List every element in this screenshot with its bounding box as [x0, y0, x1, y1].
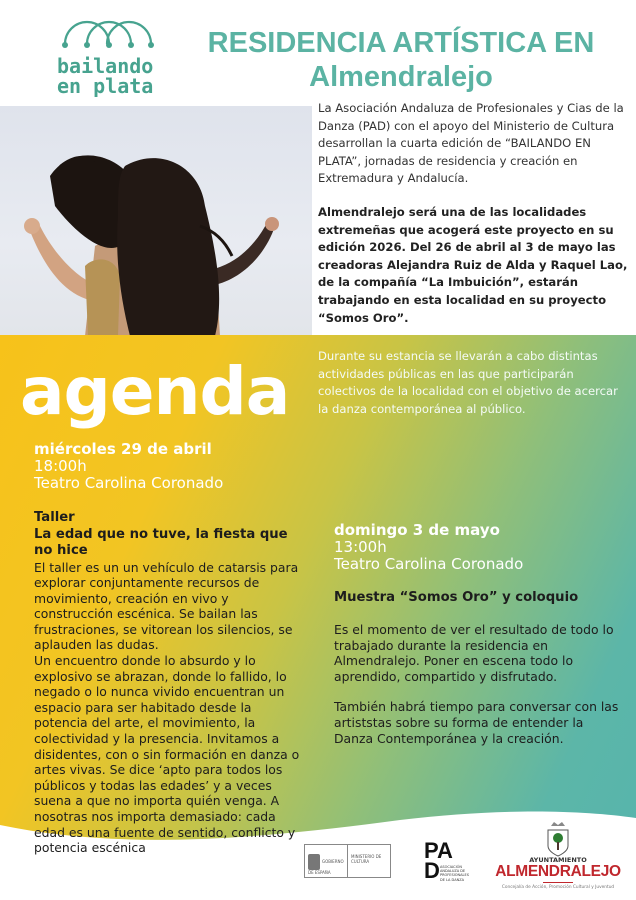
intro-paragraph-1: La Asociación Andaluza de Profesionales y Cias de la Danza (PAD) con el apoyo del Ministerio de Cultura desarrollan la cuarta edición de “BAILANDO EN PLATA”, jornadas de residencia y creación en Extremadura y Andalucía. [318, 101, 624, 186]
event-1-type: Taller [34, 510, 75, 525]
logo-text [57, 56, 153, 96]
divider [543, 882, 573, 883]
event-2-venue: Teatro Carolina Coronado [334, 555, 524, 573]
arches-dots-icon [57, 16, 157, 52]
intro-text [318, 100, 630, 343]
ayuntamiento-almendralejo-logo [488, 822, 628, 892]
event-2-header [334, 522, 523, 573]
gobierno-label: GOBIERNO DE ESPAÑA [308, 859, 344, 875]
agenda-heading: agenda [20, 353, 290, 430]
event-1-description-2: Un encuentro donde lo absurdo y lo explosivo se abrazan, donde lo fallido, lo negado o lo nunca vivido encuentran un espacio para ser habitado desde la potencia del arte, el movimiento, la colectividad y la presencia. Invitamos a disidentes, con o sin formación en danza o artes vivas. Se dice ‘apto para todos los públicos y todas las edades’ y a veces suena a que no importa quién venga. A nosotras nos importa demasiado: cada edad es una fuente de sentido, conflicto y potencia escénica [34, 653, 300, 856]
pad-letters-bottom: D [424, 858, 440, 883]
event-1-date: miércoles 29 de abril [34, 440, 212, 458]
gobierno-cell [305, 845, 347, 877]
logo-line2: en plata [57, 74, 154, 98]
event-1-description: El taller es un un vehículo de catarsis para explorar conjuntamente recursos de movimiento, creación en vivo y construcción escénica. Se bailan las frustraciones, se vitorean los silencios, se aplauden las dudas. [34, 559, 299, 653]
bailando-en-plata-logo [55, 16, 175, 102]
pad-logo [424, 838, 480, 887]
concejalia-label: Concejalía de Acción, Promoción Cultural y Juventud [501, 885, 615, 890]
event-1-time: 18:00h [34, 457, 87, 475]
dancer-illustration [0, 106, 312, 336]
ayuntamiento-label: AYUNTAMIENTO [529, 856, 587, 864]
event-1-header [34, 441, 223, 492]
logo-line1: bailando [57, 54, 154, 78]
almendralejo-label: ALMENDRALEJO [495, 863, 621, 880]
town-crest-icon [545, 822, 571, 858]
activities-description: Durante su estancia se llevarán a cabo distintas actividades públicas en las que participarán colectivos de la localidad con el objetivo de acercar la danza contemporánea al público. [318, 349, 618, 416]
event-2-time: 13:00h [334, 538, 387, 556]
event-2-details [334, 622, 624, 761]
event-2-date: domingo 3 de mayo [334, 521, 500, 539]
event-1-details [34, 510, 309, 856]
ministerio-label: MINISTERIO DE CULTURA [347, 845, 390, 877]
event-2-title: Muestra “Somos Oro” y coloquio [334, 590, 579, 605]
page-title [176, 26, 626, 94]
dancer-photo [0, 106, 312, 336]
title-line1: RESIDENCIA ARTÍSTICA EN [207, 27, 595, 59]
pad-subtitle: ASOCIACIÓN ANDALUZA DE PROFESIONALES DE LA DANZA [440, 865, 469, 882]
event-1-title: La edad que no tuve, la fiesta que no hice [34, 526, 288, 558]
intro-paragraph-2: Almendralejo será una de las localidades extremeñas que acogerá este proyecto en su edición 2026. Del 26 de abril al 3 de mayo las creadoras Alejandra Ruiz de Alda y Raquel Lao, de la compañía “La Imbuición”, estarán trabajando en esta localidad en su proyecto “Somos Oro”. [318, 204, 628, 325]
title-line2: Almendralejo [309, 61, 493, 93]
event-1-venue: Teatro Carolina Coronado [34, 474, 224, 492]
event-2-description-2: También habrá tiempo para conversar con las artiststas sobre su forma de entender la Danza Contemporánea y la creación. [334, 699, 619, 746]
pad-letters-top: PA [424, 838, 453, 863]
coat-of-arms-icon [308, 854, 320, 870]
gobierno-espana-logo [304, 844, 391, 878]
event-2-description: Es el momento de ver el resultado de todo lo trabajado durante la residencia en Almendralejo. Poner en escena todo lo aprendido, compartido y disfrutado. [334, 622, 614, 684]
